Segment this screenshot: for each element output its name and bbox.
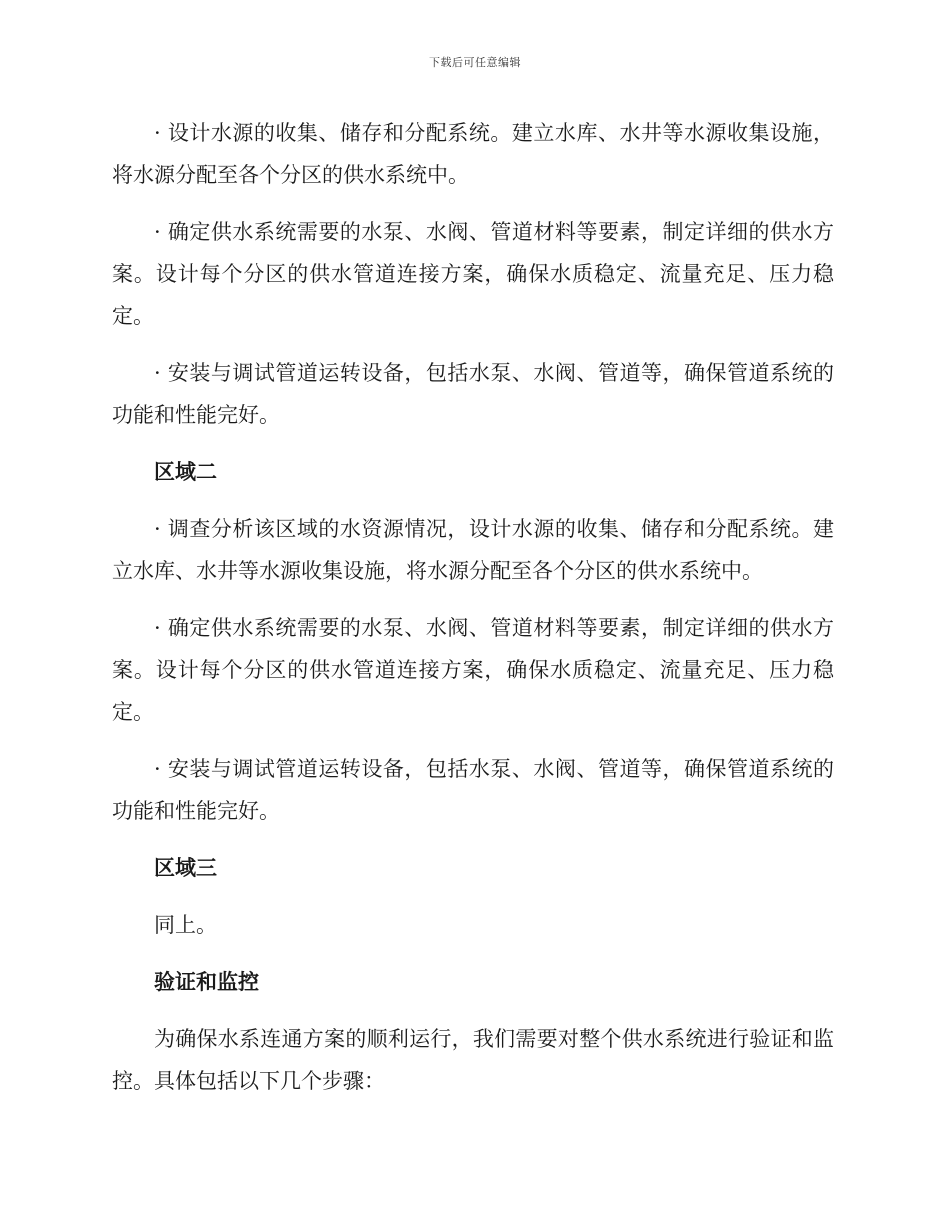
paragraph-region-two-install: · 安装与调试管道运转设备，包括水泵、水阀、管道等，确保管道系统的功能和性能完好。 [112,757,834,823]
paragraph-install-debug: · 安装与调试管道运转设备，包括水泵、水阀、管道等，确保管道系统的功能和性能完好。 [112,361,834,427]
paragraph-region-three: 同上。 [154,913,217,937]
paragraph-water-source-design: · 设计水源的收集、储存和分配系统。建立水库、水井等水源收集设施，将水源分配至各个分区的供水系统中。 [112,121,834,187]
paragraph-supply-plan: · 确定供水系统需要的水泵、水阀、管道材料等要素，制定详细的供水方案。设计每个分区的供水管道连接方案，确保水质稳定、流量充足、压力稳定。 [112,220,834,328]
paragraph-verification-intro: 为确保水系连通方案的顺利运行，我们需要对整个供水系统进行验证和监控。具体包括以下几个步骤： [112,1027,834,1093]
section-heading-verification: 验证和监控 [154,969,259,994]
section-heading-region-two: 区域二 [154,459,217,484]
paragraph-region-two-survey: · 调查分析该区域的水资源情况，设计水源的收集、储存和分配系统。建立水库、水井等水源收集设施，将水源分配至各个分区的供水系统中。 [112,517,834,583]
section-heading-region-three: 区域三 [154,855,217,880]
document-body [112,112,834,1117]
page-header: 下载后可任意编辑 [429,56,521,69]
paragraph-region-two-supply-plan: · 确定供水系统需要的水泵、水阀、管道材料等要素，制定详细的供水方案。设计每个分区的供水管道连接方案，确保水质稳定、流量充足、压力稳定。 [112,616,834,724]
